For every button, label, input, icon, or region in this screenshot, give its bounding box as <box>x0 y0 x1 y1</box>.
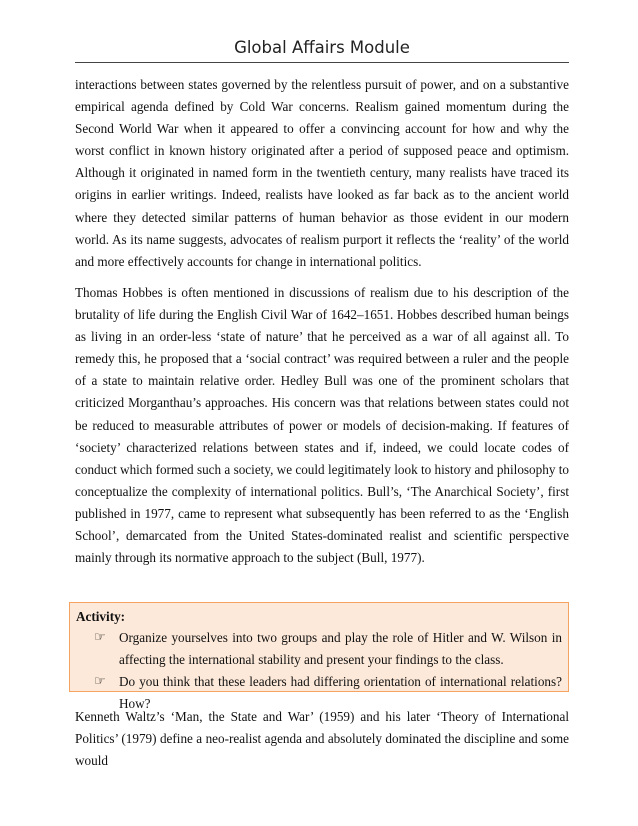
body-paragraph-1: interactions between states governed by the relentless pursuit of power, and on a substantive empirical agenda defined by Cold War concerns. Realism gained momentum during the Second World War when it appeared to offer a convincing account for how and why the worst conflict in known history originated after a period of supposed peace and optimism. Although it originated in named form in the twentieth century, many realists have traced its origins in earlier writings. Indeed, realists have looked as far back as to the ancient world where they detected similar patterns of human behavior as those evident in our modern world. As its name suggests, advocates of realism purport it reflects the ‘reality’ of the world and more effectively accounts for change in international politics. <box>75 77 569 269</box>
body-paragraph-3: Kenneth Waltz’s ‘Man, the State and War’ (1959) and his later ‘Theory of International Politics’ (1979) define a neo-realist agenda and absolutely dominated the discipline and some would <box>75 709 569 769</box>
activity-item-text: Do you think that these leaders had differing orientation of international relations? How? <box>119 674 562 711</box>
activity-title: Activity: <box>76 609 126 624</box>
body-paragraph-2: Thomas Hobbes is often mentioned in discussions of realism due to his description of the brutality of life during the English Civil War of 1642–1651. Hobbes described human beings as living in an order-less ‘state of nature’ that he perceived as a war of all against all. To remedy this, he proposed that a ‘social contract’ was required between a ruler and the people of a state to maintain relative order. Hedley Bull was one of the prominent scholars that criticized Morganthau’s approaches. His concern was that relations between states could not be reduced to measurable attributes of power or models of decision-making. If features of ‘society’ characterized relations between states and if, indeed, we could locate codes of conduct which formed such a society, we could legitimately look to history and philosophy to conceptualize the complexity of international politics. Bull’s, ‘The Anarchical Society’, first published in 1977, came to represent what subsequently has been referred to as the ‘English School’, demarcated from the United States-dominated realist and scientific perspective mainly through its normative approach to the subject (Bull, 1977). <box>75 285 569 566</box>
activity-box <box>69 602 569 711</box>
page-header-title: Global Affairs Module <box>234 38 410 57</box>
activity-item <box>76 627 562 671</box>
pointing-hand-icon: ☞ <box>94 674 106 689</box>
header-divider <box>75 62 569 63</box>
activity-item-text: Organize yourselves into two groups and play the role of Hitler and W. Wilson in affecting the international stability and present your findings to the class. <box>119 630 562 667</box>
pointing-hand-icon: ☞ <box>94 630 106 645</box>
